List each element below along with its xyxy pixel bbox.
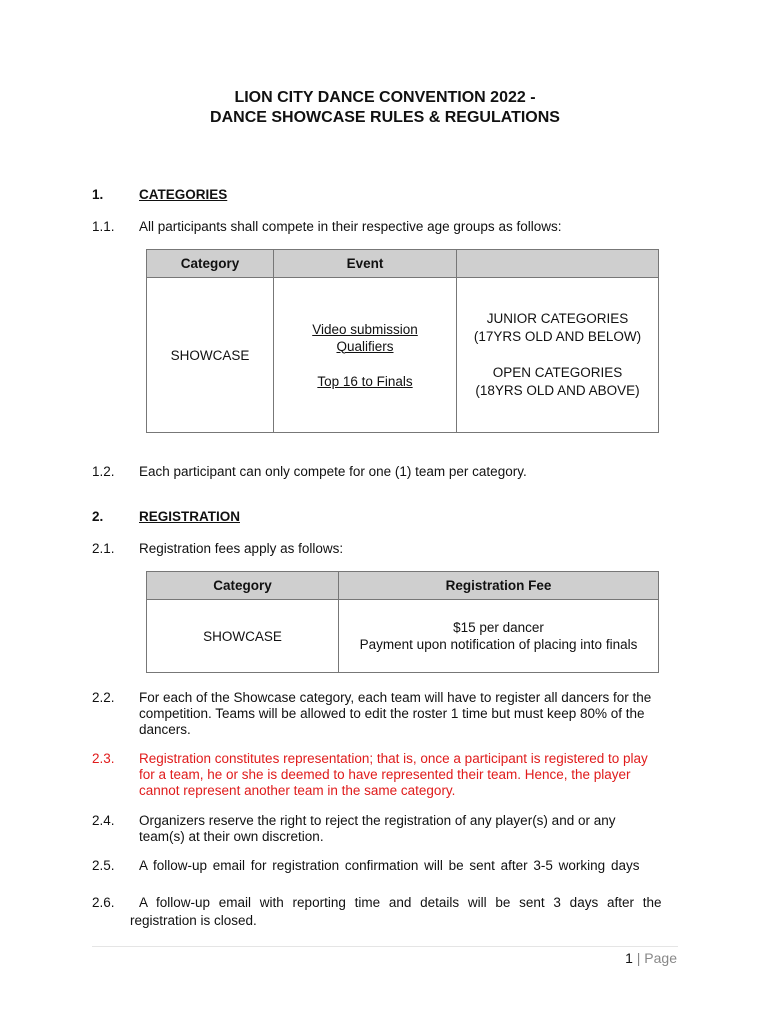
clause-1-2-number: 1.2. xyxy=(92,464,115,479)
event-video-submission: Video submission xyxy=(312,321,418,337)
clause-2-2-number: 2.2. xyxy=(92,690,115,705)
table1-age-cell xyxy=(457,278,659,433)
clause-2-4-line: team(s) at their own discretion. xyxy=(139,829,324,844)
table2-category-cell xyxy=(147,600,339,673)
clause-2-5-text: A follow-up email for registration confirmation will be sent after 3-5 working days xyxy=(139,858,640,873)
open-categories: OPEN CATEGORIES xyxy=(492,365,623,380)
doc-title-line2: DANCE SHOWCASE RULES & REGULATIONS xyxy=(210,109,560,126)
clause-2-5-number: 2.5. xyxy=(92,858,115,873)
footer-divider xyxy=(92,946,678,947)
clause-2-3-line: for a team, he or she is deemed to have represented their team. Hence, the player xyxy=(139,767,631,782)
clause-2-3-text xyxy=(139,751,677,799)
table2-header-fee: Registration Fee xyxy=(339,572,659,600)
clause-2-3-line: cannot represent another team in the same category. xyxy=(139,783,456,798)
junior-age-range: (17YRS OLD AND BELOW) xyxy=(473,329,642,344)
clause-2-6-line2: registration is closed. xyxy=(130,913,257,928)
fee-payment-note: Payment upon notification of placing into finals xyxy=(359,637,638,652)
table2-fee-cell xyxy=(339,600,659,673)
clause-2-2-line: dancers. xyxy=(139,722,191,737)
clause-2-6-line1: A follow-up email with reporting time and details will be sent 3 days after the xyxy=(139,895,662,910)
event-top16-finals: Top 16 to Finals xyxy=(317,373,413,389)
clause-2-4-line: Organizers reserve the right to reject the registration of any player(s) and or any xyxy=(139,813,616,828)
clause-2-1-text: Registration fees apply as follows: xyxy=(139,541,344,556)
clause-2-4-text xyxy=(139,813,677,845)
clause-1-1-text: All participants shall compete in their respective age groups as follows: xyxy=(139,219,562,234)
page-footer xyxy=(625,950,677,966)
table1-event-cell xyxy=(274,278,457,433)
page-number: 1 xyxy=(625,950,633,966)
clause-2-3-line: Registration constitutes representation; that is, once a participant is registered to play xyxy=(139,751,648,766)
table1-category: SHOWCASE xyxy=(170,347,250,363)
clause-2-2-text xyxy=(139,690,677,738)
clause-2-2-line: For each of the Showcase category, each team will have to register all dancers for the xyxy=(139,690,652,705)
section-1-heading: CATEGORIES xyxy=(139,187,228,202)
event-qualifiers: Qualifiers xyxy=(336,338,394,354)
clause-2-6-number: 2.6. xyxy=(92,895,115,910)
clause-1-2-text: Each participant can only compete for one (1) team per category. xyxy=(139,464,527,479)
doc-title-line1: LION CITY DANCE CONVENTION 2022 - xyxy=(234,89,536,106)
section-2-heading: REGISTRATION xyxy=(139,509,240,524)
clause-1-1-number: 1.1. xyxy=(92,219,115,234)
clause-2-2-line: competition. Teams will be allowed to edit the roster 1 time but must keep 80% of the xyxy=(139,706,645,721)
clause-2-4-number: 2.4. xyxy=(92,813,115,828)
junior-categories: JUNIOR CATEGORIES xyxy=(486,311,629,326)
footer-separator: | xyxy=(636,950,641,966)
clause-2-1-number: 2.1. xyxy=(92,541,115,556)
table1-header-blank xyxy=(457,250,659,278)
open-age-range: (18YRS OLD AND ABOVE) xyxy=(475,383,640,398)
table1-header-category: Category xyxy=(147,250,274,278)
table1-header-event: Event xyxy=(274,250,457,278)
page-label: Page xyxy=(644,950,677,966)
table1-category-cell xyxy=(147,278,274,433)
table2-category: SHOWCASE xyxy=(203,628,282,644)
categories-table xyxy=(146,249,659,433)
table2-header-category: Category xyxy=(147,572,339,600)
clause-2-3-number: 2.3. xyxy=(92,751,115,766)
registration-fee-table xyxy=(146,571,659,673)
section-2-number: 2. xyxy=(92,509,104,524)
section-1-number: 1. xyxy=(92,187,104,202)
fee-per-dancer: $15 per dancer xyxy=(453,620,544,635)
